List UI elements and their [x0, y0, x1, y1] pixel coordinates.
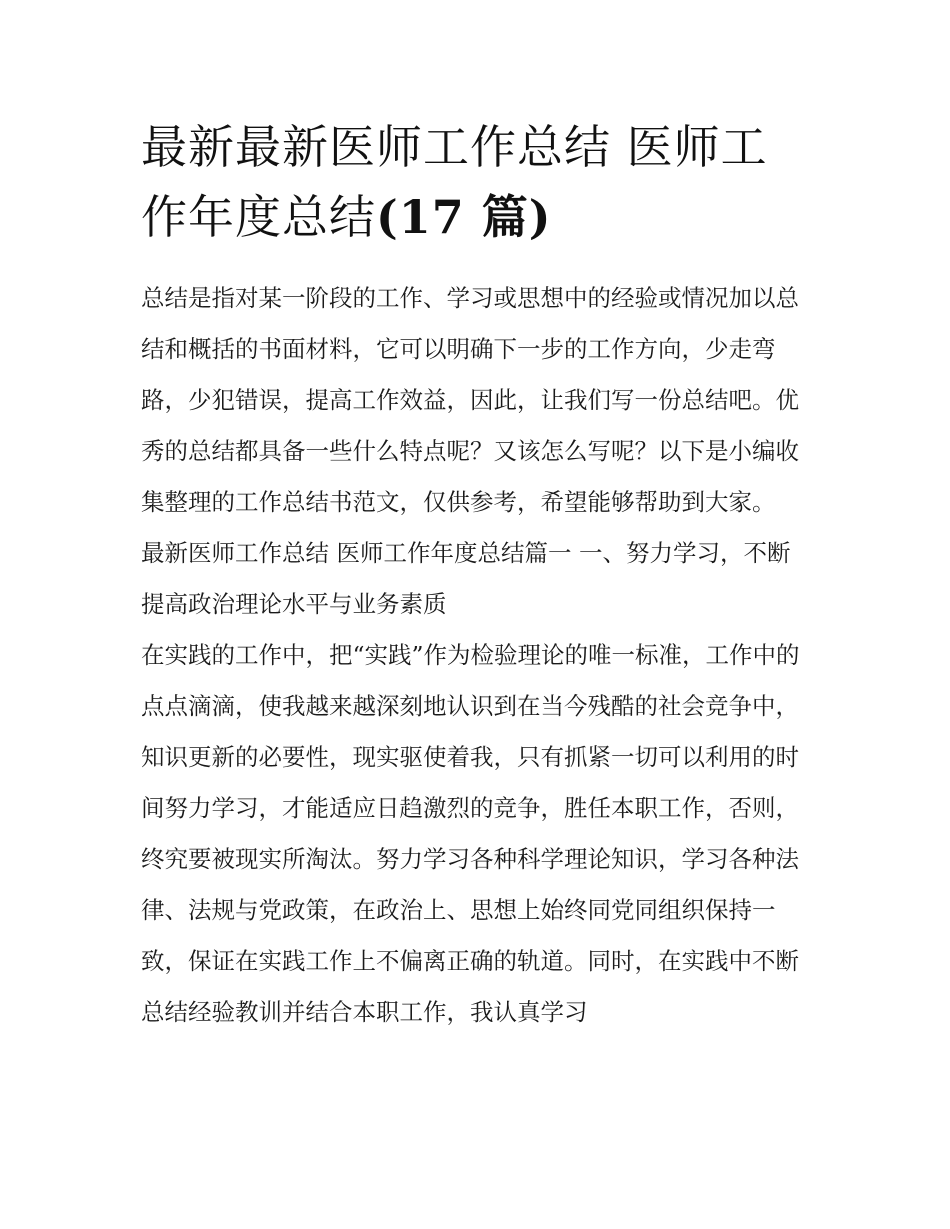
- body-paragraph: 在实践的工作中，把“实践”作为检验理论的唯一标准，工作中的点点滴滴，使我越来越深刻地认识到在当今残酷的社会竞争中，知识更新的必要性，现实驱使着我，只有抓紧一切可以利用的时间努力学习，才能适应日趋激烈的竞争，胜任本职工作，否则，终究要被现实所淘汰。努力学习各种科学理论知识，学习各种法律、法规与党政策，在政治上、思想上始终同党同组织保持一致，保证在实践工作上不偏离正确的轨道。同时，在实践中不断总结经验教训并结合本职工作，我认真学习: [141, 641, 800, 1026]
- title-count: (17 篇): [376, 190, 552, 244]
- document-title: [141, 112, 813, 252]
- section-heading: 最新医师工作总结 医师工作年度总结篇一 一、努力学习，不断提高政治理论水平与业务素质: [141, 539, 791, 618]
- document-page: [141, 112, 813, 1038]
- title-text: 最新最新医师工作总结 医师工作年度总结: [141, 120, 768, 244]
- intro-paragraph: 总结是指对某一阶段的工作、学习或思想中的经验或情况加以总结和概括的书面材料，它可以明确下一步的工作方向，少走弯路，少犯错误，提高工作效益，因此，让我们写一份总结吧。优秀的总结都具备一些什么特点呢？又该怎么写呢？以下是小编收集整理的工作总结书范文，仅供参考，希望能够帮助到大家。: [141, 284, 799, 516]
